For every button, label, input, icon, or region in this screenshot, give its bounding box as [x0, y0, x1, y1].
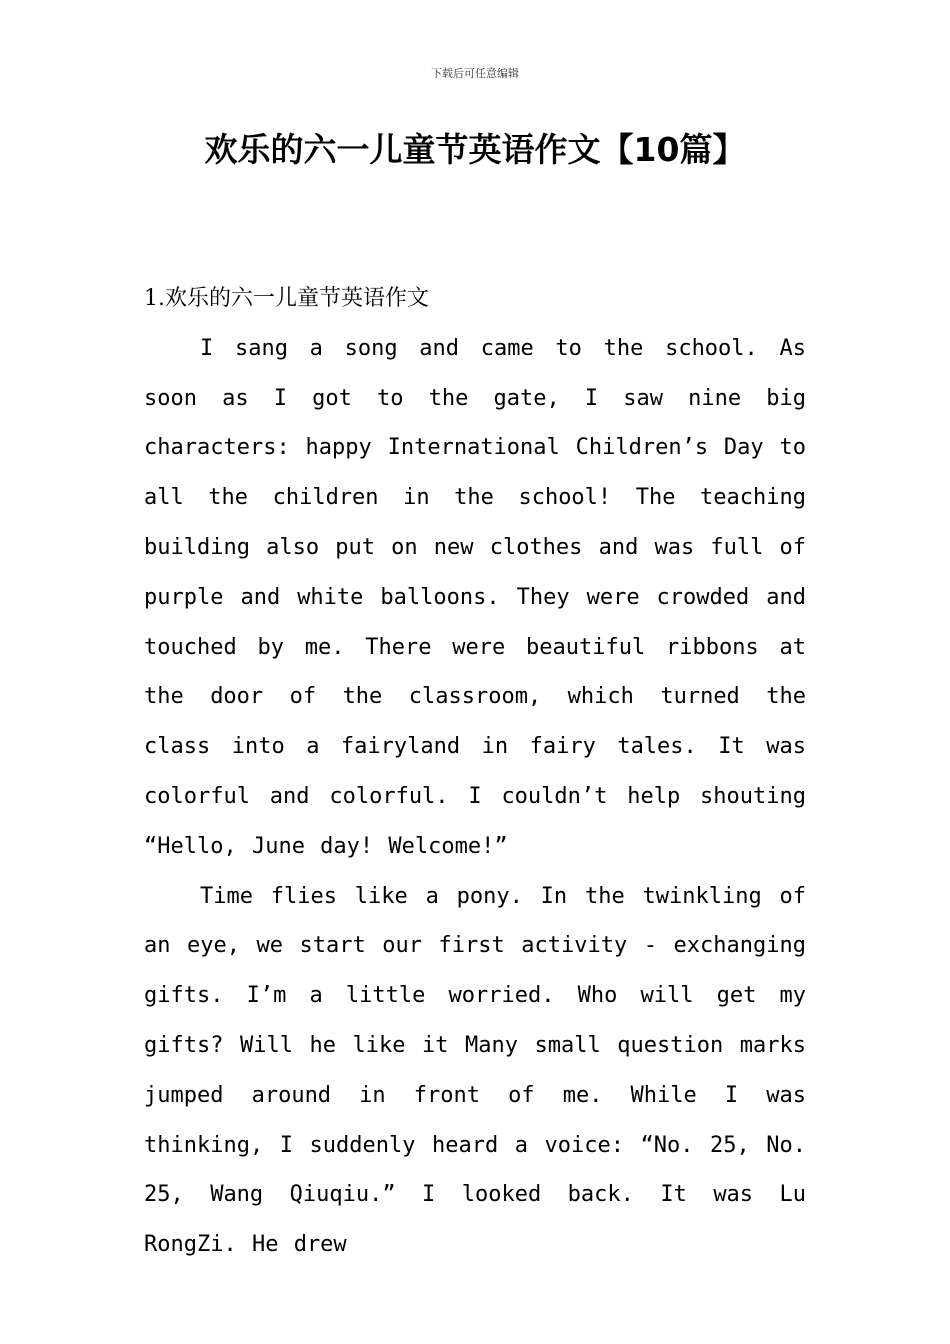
document-body	[144, 274, 806, 1270]
paragraph: I sang a song and came to the school. As soon as I got to the gate, I saw nine big characters: happy International Children’s Day to all the children in the school! The teaching building also put on new clothes and was full of purple and white balloons. They were crowded and touched by me. There were beautiful ribbons at the door of the classroom, which turned the class into a fairyland in fairy tales. It was colorful and colorful. I couldn’t help shouting “Hello, June day! Welcome!”	[144, 335, 806, 859]
section-heading: 1.欢乐的六一儿童节英语作文	[144, 286, 429, 311]
document-title: 欢乐的六一儿童节英语作文【10篇】	[204, 130, 746, 169]
paragraph: Time flies like a pony. In the twinkling of an eye, we start our first activity - exchanging gifts. I’m a little worried. Who will get my gifts? Will he like it Many small question marks jumped around in front of me. While I was thinking, I suddenly heard a voice: “No. 25, No. 25, Wang Qiuqiu.” I looked back. It was Lu RongZi. He drew	[144, 883, 806, 1258]
header-note: 下载后可任意编辑	[431, 67, 519, 80]
